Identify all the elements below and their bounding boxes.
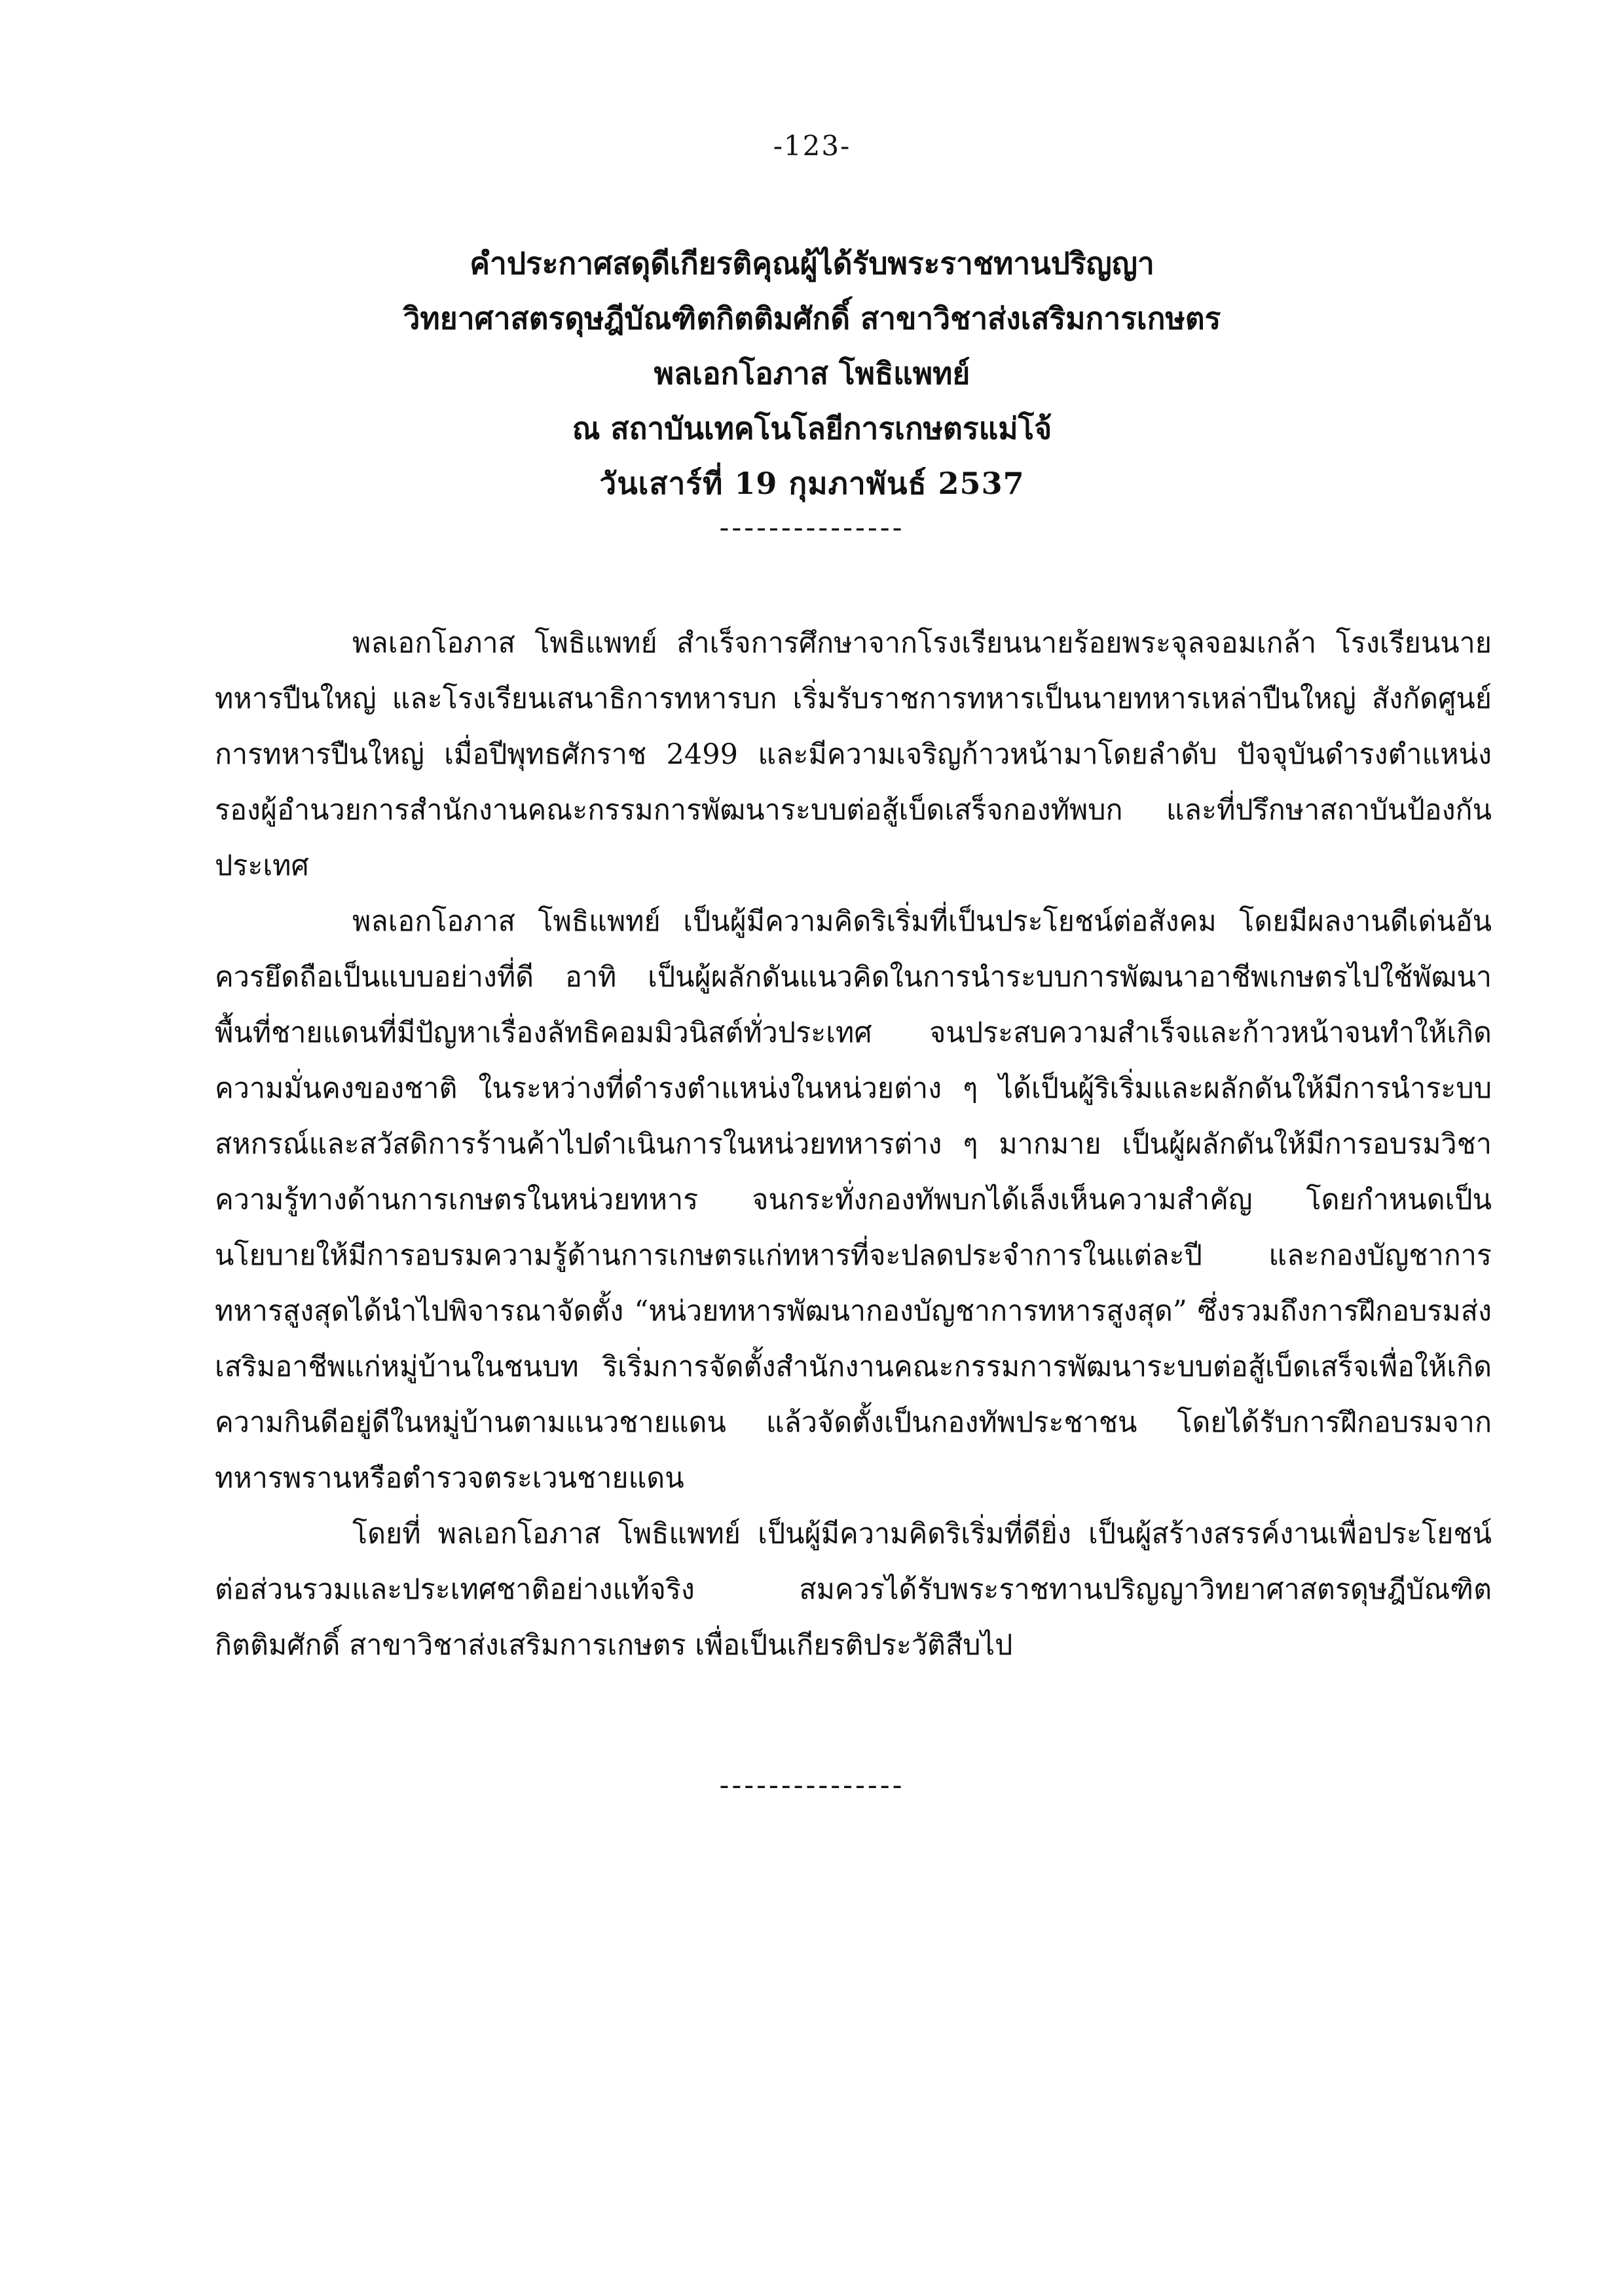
title-line-recipient: พลเอกโอภาส โพธิแพทย์ (654, 356, 970, 391)
paragraph-conclusion: โดยที่ พลเอกโอภาส โพธิแพทย์ เป็นผู้มีความคิดริเริ่มที่ดียิ่ง เป็นผู้สร้างสรรค์งานเพื่อประโยชน์ต่อส่วนรวมและประเทศชาติอย่างแท้จริง สมควรได้รับพระราชทานปริญญาวิทยาศาสตรดุษฎีบัณฑิตกิตติมศักดิ์ สาขาวิชาส่งเสริมการเกษตร เพื่อเป็นเกียรติประวัติสืบไป (215, 1518, 1492, 1662)
paragraph-achievements: พลเอกโอภาส โพธิแพทย์ เป็นผู้มีความคิดริเริ่มที่เป็นประโยชน์ต่อสังคม โดยมีผลงานดีเด่นอันควรยึดถือเป็นแบบอย่างที่ดี อาทิ เป็นผู้ผลักดันแนวคิดในการนำระบบการพัฒนาอาชีพเกษตรไปใช้พัฒนาพื้นที่ชายแดนที่มีปัญหาเรื่องลัทธิคอมมิวนิสต์ทั่วประเทศ จนประสบความสำเร็จและก้าวหน้าจนทำให้เกิดความมั่นคงของชาติ ในระหว่างที่ดำรงตำแหน่งในหน่วยต่าง ๆ ได้เป็นผู้ริเริ่มและผลักดันให้มีการนำระบบสหกรณ์และสวัสดิการร้านค้าไปดำเนินการในหน่วยทหารต่าง ๆ มากมาย เป็นผู้ผลักดันให้มีการอบรมวิชาความรู้ทางด้านการเกษตรในหน่วยทหาร จนกระทั่งกองทัพบกได้เล็งเห็นความสำคัญ โดยกำหนดเป็นนโยบายให้มีการอบรมความรู้ด้านการเกษตรแก่ทหารที่จะปลดประจำการในแต่ละปี และกองบัญชาการทหารสูงสุดได้นำไปพิจารณาจัดตั้ง “หน่วยทหารพัฒนากองบัญชาการทหารสูงสุด” ซึ่งรวมถึงการฝึกอบรมส่งเสริมอาชีพแก่หมู่บ้านในชนบท ริเริ่มการจัดตั้งสำนักงานคณะกรรมการพัฒนาระบบต่อสู้เบ็ดเสร็จเพื่อให้เกิดความกินดีอยู่ดีในหมู่บ้านตามแนวชายแดน แล้วจัดตั้งเป็นกองทัพประชาชน โดยได้รับการฝึกอบรมจากทหารพรานหรือตำรวจตระเวนชายแดน (215, 905, 1492, 1495)
page-number: -123- (773, 130, 851, 162)
paragraph-education: พลเอกโอภาส โพธิแพทย์ สำเร็จการศึกษาจากโรงเรียนนายร้อยพระจุลจอมเกล้า โรงเรียนนายทหารปืนใหญ่ และโรงเรียนเสนาธิการทหารบก เริ่มรับราชการทหารเป็นนายทหารเหล่าปืนใหญ่ สังกัดศูนย์การทหารปืนใหญ่ เมื่อปีพุทธศักราช 2499 และมีความเจริญก้าวหน้ามาโดยลำดับ ปัจจุบันดำรงตำแหน่งรองผู้อำนวยการสำนักงานคณะกรรมการพัฒนาระบบต่อสู้เบ็ดเสร็จกองทัพบก และที่ปรึกษาสถาบันป้องกันประเทศ (215, 627, 1492, 882)
body-text (215, 616, 1492, 1673)
title-line-degree: วิทยาศาสตรดุษฎีบัณฑิตกิตติมศักดิ์ สาขาวิชาส่งเสริมการเกษตร (403, 301, 1221, 336)
divider-top: --------------- (719, 511, 905, 544)
title-line-institution: ณ สถาบันเทคโนโลยีการเกษตรแม่โจ้ (572, 411, 1052, 446)
title-line-date: วันเสาร์ที่ 19 กุมภาพันธ์ 2537 (599, 466, 1025, 501)
title-block (0, 236, 1624, 511)
divider-bottom: --------------- (719, 1768, 905, 1802)
title-line-proclamation: คำประกาศสดุดีเกียรติคุณผู้ได้รับพระราชทานปริญญา (470, 246, 1154, 281)
